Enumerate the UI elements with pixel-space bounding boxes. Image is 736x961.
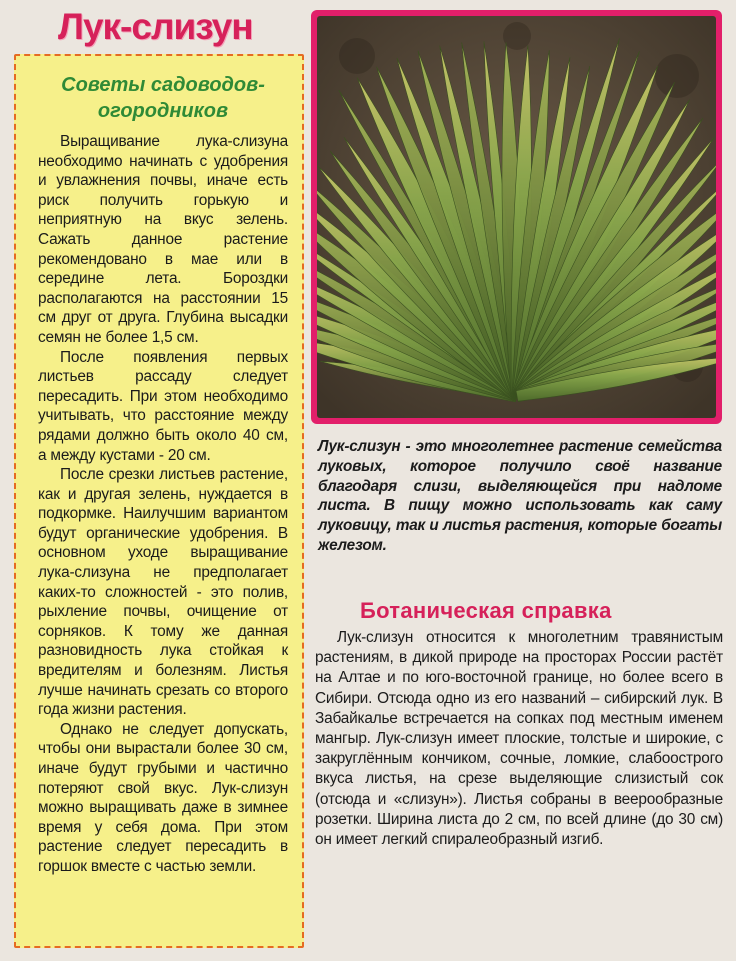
plant-photo [317,16,716,418]
plant-photo-frame [311,10,722,424]
article-title: Лук-слизун [58,6,253,47]
botany-paragraph: Лук-слизун относится к многолетним травянистым растениям, в дикой природе на просторах России растёт на Алтае и по юго-восточной границе, но более всего в Сибири. Отсюда одно из его названий – сибирский лук. В Забайкалье встречается на сопках под местным именем мангыр. Лук-слизун имеет плоские, толстые и широкие, с закруглённым кончиком, сочные, ломкие, слабоострого вкуса листья, на срезе выделяющие слизистый сок (отсюда и «слизун»). Листья собраны в веерообразные розетки. Ширина листа до 2 см, по всей длине (до 30 см) он имеет легкий спиралеобразный изгиб. [315,629,723,849]
tips-paragraph-4: Однако не следует допускать, чтобы они вырастали более 30 см, иначе будут грубыми и частично потеряют свой вкус. Лук-слизун можно выращивать даже в зимнее время у себя дома. При этом растение следует пересадить в горшок вместе с частью земли. [38,720,288,875]
tips-box [14,54,304,948]
photo-caption: Лук-слизун - это многолетнее растение семейства луковых, которое получило своё название благодаря слизи, выделяющейся при надломе листа. В пищу можно использовать как саму луковицу, так и листья растения, которые богаты железом. [318,438,722,554]
tips-paragraph-2: После появления первых листьев рассаду следует пересадить. При этом необходимо учитывать, что расстояние между рядами должно быть около 40 см, а между кустами - 20 см. [38,348,288,464]
tips-subtitle: Советы садоводов-огородников [61,74,265,122]
tips-paragraph-3: После срезки листьев растение, как и другая зелень, нуждается в подкормке. Наилучшим вариантом будут органические удобрения. В основном уходе выращивание лука-слизуна не предполагает каких-то сложностей - это полив, рыхление почвы, очищение от сорняков. К тому же данная разновидность лука стойкая к вредителям и болезням. Листья лучше начинать срезать со второго года жизни растения. [38,466,288,719]
tips-paragraph-1: Выращивание лука-слизуна необходимо начинать с удобрения и увлажнения почвы, иначе есть риск получить горькую и неприятную на вкус зелень. Сажать данное растение рекомендовано в мае или в середине лета. Бороздки располагаются на расстоянии 15 см друг от друга. Глубина высадки семян не более 1,5 см. [38,133,288,346]
botany-title: Ботаническая справка [360,598,612,623]
